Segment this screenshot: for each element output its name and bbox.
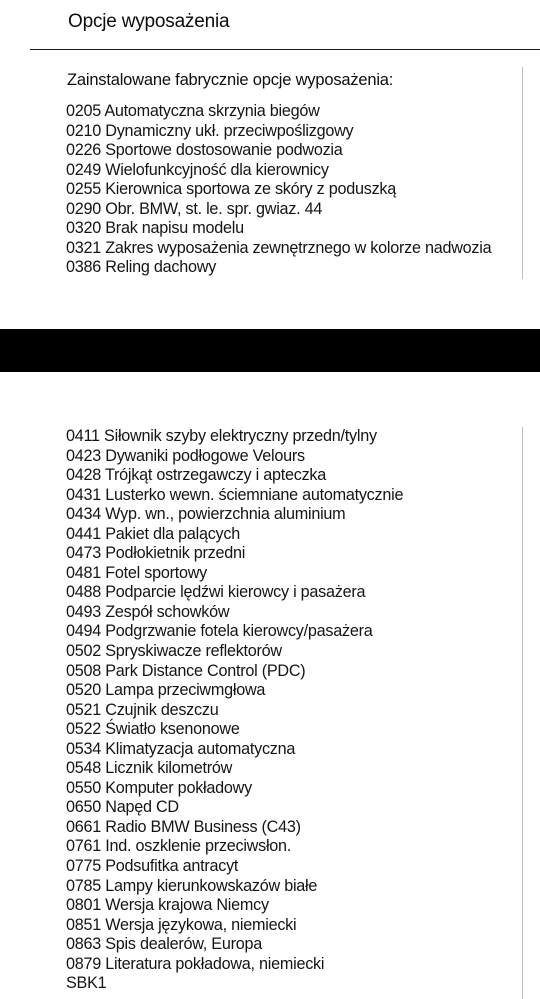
page-title: Opcje wyposażenia [68,11,230,32]
option-item: 0423 Dywaniki podłogowe Velours [66,446,305,465]
factory-options-list-bottom [66,427,403,994]
option-item: 0508 Park Distance Control (PDC) [66,661,306,680]
option-item: 0320 Brak napisu modelu [66,219,244,237]
option-item: 0550 Komputer pokładowy [66,778,252,797]
margin-rule-top [522,67,523,279]
factory-options-list-top [66,102,491,278]
option-item: 0386 Reling dachowy [66,258,217,276]
option-item: 0411 Siłownik szyby elektryczny przedn/tylny [66,427,377,445]
option-item: 0249 Wielofunkcyjność dla kierownicy [66,160,329,179]
option-item: 0473 Podłokietnik przedni [66,544,246,563]
option-item: 0863 Spis dealerów, Europa [66,935,262,954]
option-item: 0761 Ind. oszklenie przeciwsłon. [66,837,292,856]
section-heading: Zainstalowane fabrycznie opcje wyposażenia: [67,71,394,89]
option-item: 0441 Pakiet dla palących [66,524,240,543]
option-item: 0431 Lusterko wewn. ściemniane automatycznie [66,485,404,504]
option-item: 0481 Fotel sportowy [66,563,208,582]
option-item: 0290 Obr. BMW, st. le. spr. gwiaz. 44 [66,199,323,218]
option-item: 0851 Wersja językowa, niemiecki [66,915,297,934]
title-divider [30,49,540,50]
option-item: 0520 Lampa przeciwmgłowa [66,681,266,700]
option-item: 0775 Podsufitka antracyt [66,857,239,876]
option-item: 0493 Zespół schowków [66,602,230,621]
option-item: 0205 Automatyczna skrzynia biegów [66,102,320,120]
black-band-divider [0,329,540,372]
option-item: 0661 Radio BMW Business (C43) [66,817,301,836]
option-item: 0521 Czujnik deszczu [66,700,219,719]
option-item: 0434 Wyp. wn., powierzchnia aluminium [66,505,346,524]
option-item: 0210 Dynamiczny ukł. przeciwpoślizgowy [66,121,354,140]
option-item: 0321 Zakres wyposażenia zewnętrznego w kolorze nadwozia [66,238,492,257]
option-item: 0650 Napęd CD [66,798,179,817]
margin-rule-bottom [522,427,523,999]
option-item: 0879 Literatura pokładowa, niemiecki [66,954,325,973]
option-item: 0488 Podparcie lędźwi kierowcy i pasażera [66,583,366,602]
option-item: 0801 Wersja krajowa Niemcy [66,896,269,915]
option-item: 0534 Klimatyzacja automatyczna [66,739,296,758]
option-item: 0255 Kierownica sportowa ze skóry z poduszką [66,180,397,198]
option-item: 0494 Podgrzwanie fotela kierowcy/pasażera [66,622,373,641]
option-item: 0522 Światło ksenonowe [66,720,240,739]
option-item: 0785 Lampy kierunkowskazów białe [66,876,318,895]
option-item: 0428 Trójkąt ostrzegawczy i apteczka [66,466,327,485]
option-item: 0502 Spryskiwacze reflektorów [66,642,282,661]
option-item: 0548 Licznik kilometrów [66,759,233,778]
option-item: SBK1 [66,974,107,993]
option-item: 0226 Sportowe dostosowanie podwozia [66,141,343,159]
